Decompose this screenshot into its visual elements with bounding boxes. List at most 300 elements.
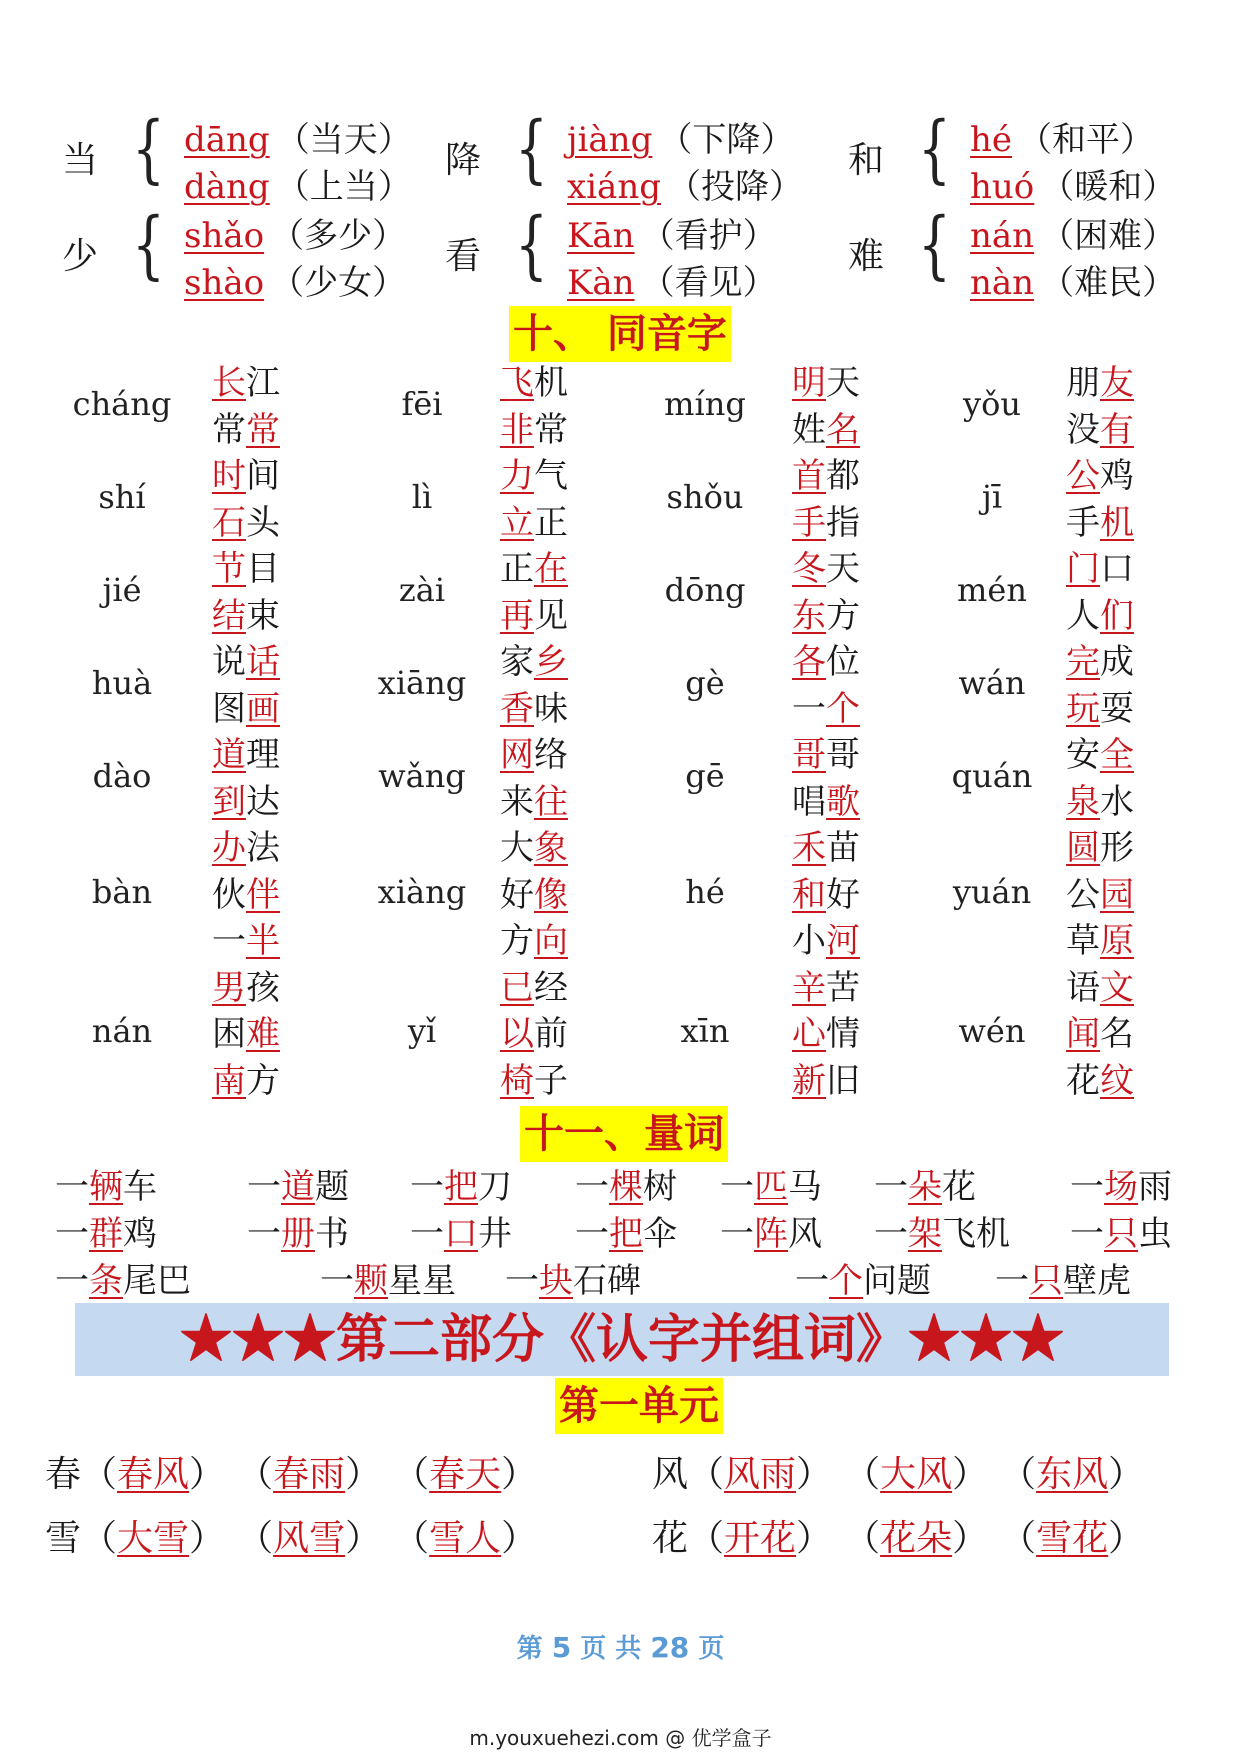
homophone-pinyin: yǐ [407, 1012, 437, 1051]
target-char: 画 [246, 688, 280, 729]
homophone-word [792, 779, 860, 825]
word-char: 草 [1066, 921, 1100, 961]
paren-open: （ [81, 1454, 118, 1495]
brace: { [132, 106, 165, 192]
target-char: 道 [212, 735, 246, 775]
homophone-word [212, 732, 280, 778]
homophone-word [1066, 825, 1134, 871]
brace: { [132, 202, 165, 288]
example-word: （投降） [666, 167, 803, 207]
example-word: （看见） [640, 263, 777, 303]
homophone-word [500, 639, 568, 685]
homophone-word [500, 546, 568, 592]
pinyin: hé [970, 120, 1013, 160]
homophone-pinyin: quán [951, 756, 1033, 795]
poly-reading [970, 208, 1176, 257]
phrase-part: 问题 [863, 1261, 931, 1301]
target-char: 椅 [500, 1060, 534, 1101]
part2-banner: ★★★第二部分《认字并组词》★★★ [75, 1303, 1169, 1376]
phrase-part: 井 [478, 1214, 512, 1254]
phrase-part: 一 [505, 1261, 539, 1301]
homophone-word [792, 732, 860, 778]
measure-word: 朵 [908, 1167, 942, 1207]
homophone-word [500, 1058, 568, 1104]
measure-phrase [874, 1206, 1010, 1255]
word-char: 耍 [1100, 688, 1134, 729]
target-char: 结 [212, 595, 246, 636]
homophone-pinyin: lì [411, 477, 433, 516]
phrase-part: 风 [788, 1214, 822, 1254]
homophone-pinyin: wén [958, 1012, 1026, 1051]
paren-open: （ [862, 1454, 881, 1495]
target-char: 飞 [500, 363, 534, 403]
homophone-pinyin: yǒu [963, 384, 1021, 423]
target-char: 完 [1066, 642, 1100, 682]
homophone-word [1066, 732, 1134, 778]
phrase-part: 一 [55, 1167, 89, 1207]
paren-open: （ [688, 1454, 725, 1495]
homophone-word [792, 500, 860, 546]
combo-word: 花朵 [880, 1518, 953, 1559]
homophone-word [500, 872, 568, 918]
homophone-word [500, 779, 568, 825]
word-char: 方 [500, 921, 534, 961]
page-footer: 第 5 页 共 28 页 [516, 1631, 725, 1664]
poly-char: 降 [445, 140, 482, 181]
target-char: 香 [500, 688, 534, 729]
measure-phrase [320, 1253, 456, 1302]
example-word: （多少） [270, 216, 407, 256]
homophone-pinyin: jī [981, 477, 1003, 516]
phrase-part: 书 [315, 1214, 349, 1254]
homophone-word [212, 1011, 280, 1057]
combo-row [45, 1510, 537, 1561]
homophone-pinyin: cháng [72, 384, 172, 423]
target-char: 园 [1100, 874, 1134, 915]
poly-reading [184, 159, 412, 208]
word-char: 见 [534, 595, 568, 636]
target-char: 个 [826, 688, 860, 729]
combo-char: 雪 [45, 1518, 82, 1559]
paren-close: ） [501, 1454, 538, 1495]
measure-phrase [720, 1206, 822, 1255]
homophone-word [792, 360, 860, 406]
word-char: 束 [246, 595, 280, 636]
target-char: 辛 [792, 967, 826, 1008]
word-char: 来 [500, 781, 534, 822]
example-word: （下降） [658, 120, 795, 160]
measure-word: 口 [444, 1214, 478, 1254]
homophone-pinyin: fēi [401, 384, 443, 423]
measure-word: 册 [281, 1214, 315, 1254]
homophone-word [212, 965, 280, 1011]
measure-word: 群 [89, 1214, 123, 1254]
phrase-part: 一 [874, 1167, 908, 1207]
target-char: 新 [792, 1060, 826, 1101]
phrase-part: 一 [55, 1214, 89, 1254]
paren-close: ） [1108, 1454, 1145, 1495]
measure-phrase [55, 1206, 157, 1255]
target-char: 冬 [792, 549, 826, 589]
homophone-word [212, 639, 280, 685]
paren-close: ） [345, 1454, 382, 1495]
word-char: 情 [826, 1014, 860, 1054]
homophone-pinyin: jié [102, 570, 142, 609]
word-char: 子 [534, 1060, 568, 1101]
section-heading-homophones: 十、 同音字 [509, 306, 731, 362]
combo-row [652, 1510, 1144, 1561]
homophone-word [500, 360, 568, 406]
phrase-part: 一 [720, 1167, 754, 1207]
word-char: 目 [246, 549, 280, 589]
measure-phrase [1070, 1159, 1172, 1208]
measure-word: 把 [444, 1167, 478, 1207]
example-word: （少女） [270, 263, 407, 303]
word-char: 方 [826, 595, 860, 636]
homophone-word [792, 1011, 860, 1057]
paren-open: （ [255, 1454, 274, 1495]
target-char: 玩 [1066, 688, 1100, 729]
homophone-word [500, 593, 568, 639]
pinyin: Kān [567, 216, 635, 256]
combo-word: 春天 [429, 1454, 502, 1495]
measure-phrase [575, 1206, 677, 1255]
word-char: 达 [246, 781, 280, 822]
poly-reading [970, 159, 1176, 208]
measure-phrase [505, 1253, 641, 1302]
word-char: 花 [1066, 1060, 1100, 1101]
pinyin: dāng [184, 120, 270, 160]
target-char: 心 [792, 1014, 826, 1054]
measure-phrase [575, 1159, 677, 1208]
combo-word: 东风 [1036, 1454, 1109, 1495]
word-char: 伙 [212, 874, 246, 915]
homophone-pinyin: dào [92, 756, 152, 795]
target-char: 像 [534, 874, 568, 915]
measure-word: 场 [1104, 1167, 1138, 1207]
paren-close: ） [952, 1454, 989, 1495]
pinyin: nán [970, 216, 1035, 256]
phrase-part: 一 [410, 1167, 444, 1207]
paren-close: ） [501, 1518, 538, 1559]
target-char: 禾 [792, 828, 826, 868]
example-word: （看护） [640, 216, 777, 256]
poly-reading [184, 208, 406, 257]
target-char: 男 [212, 967, 246, 1008]
measure-phrase [720, 1159, 822, 1208]
section-heading-measure-words: 十一、量词 [520, 1106, 728, 1162]
poly-reading [567, 255, 777, 304]
word-char: 鸡 [1100, 456, 1134, 496]
paren-open: （ [255, 1518, 274, 1559]
homophone-word [500, 500, 568, 546]
homophone-word [1066, 686, 1134, 732]
word-char: 江 [246, 363, 280, 403]
homophone-pinyin: zài [398, 570, 446, 609]
word-char: 经 [534, 967, 568, 1008]
homophone-word [212, 593, 280, 639]
phrase-part: 星星 [388, 1261, 456, 1301]
homophone-word [1066, 407, 1134, 453]
phrase-part: 一 [320, 1261, 354, 1301]
target-char: 全 [1100, 735, 1134, 775]
target-char: 向 [534, 921, 568, 961]
word-char: 常 [534, 409, 568, 450]
poly-char: 当 [62, 140, 99, 181]
target-char: 南 [212, 1060, 246, 1101]
homophone-word [500, 686, 568, 732]
homophone-pinyin: shǒu [666, 477, 744, 516]
word-char: 水 [1100, 781, 1134, 822]
example-word: （当天） [275, 120, 412, 160]
word-char: 苦 [826, 967, 860, 1008]
target-char: 纹 [1100, 1060, 1134, 1101]
target-char: 各 [792, 642, 826, 682]
pinyin: Kàn [567, 263, 635, 303]
phrase-part: 一 [720, 1214, 754, 1254]
paren-open: （ [81, 1518, 118, 1559]
word-char: 都 [826, 456, 860, 496]
target-char: 友 [1100, 363, 1134, 403]
target-char: 到 [212, 781, 246, 822]
homophone-word [500, 965, 568, 1011]
word-char: 间 [246, 456, 280, 496]
combo-word: 雪花 [1036, 1518, 1109, 1559]
measure-word: 辆 [89, 1167, 123, 1207]
brace: { [918, 106, 951, 192]
poly-reading [184, 112, 412, 161]
word-char: 大 [500, 828, 534, 868]
target-char: 在 [534, 549, 568, 589]
homophone-word [792, 453, 860, 499]
measure-word: 颗 [354, 1261, 388, 1301]
paren-close: ） [1108, 1518, 1145, 1559]
homophone-word [1066, 546, 1134, 592]
word-char: 理 [246, 735, 280, 775]
homophone-pinyin: wǎng [378, 756, 466, 795]
phrase-part: 一 [247, 1167, 281, 1207]
paren-close: ） [952, 1518, 989, 1559]
pinyin: shǎo [184, 216, 265, 256]
brace: { [515, 202, 548, 288]
target-char: 名 [826, 409, 860, 450]
phrase-part: 雨 [1138, 1167, 1172, 1207]
word-char: 说 [212, 642, 246, 682]
word-char: 常 [212, 409, 246, 450]
word-char: 机 [534, 363, 568, 403]
homophone-word [212, 918, 280, 964]
phrase-part: 一 [1070, 1167, 1104, 1207]
homophone-word [212, 407, 280, 453]
example-word: （困难） [1040, 216, 1177, 256]
measure-word: 块 [539, 1261, 573, 1301]
word-char: 指 [826, 502, 860, 543]
combo-word: 春风 [117, 1454, 190, 1495]
homophone-word [212, 546, 280, 592]
homophone-word [1066, 500, 1134, 546]
phrase-part: 一 [575, 1167, 609, 1207]
phrase-part: 一 [410, 1214, 444, 1254]
paren-open: （ [1018, 1518, 1037, 1559]
measure-phrase [795, 1253, 931, 1302]
measure-phrase [410, 1206, 512, 1255]
target-char: 首 [792, 456, 826, 496]
target-char: 长 [212, 363, 246, 403]
word-char: 没 [1066, 409, 1100, 450]
homophone-word [792, 965, 860, 1011]
word-char: 法 [246, 828, 280, 868]
word-char: 成 [1100, 642, 1134, 682]
target-char: 往 [534, 781, 568, 822]
word-char: 头 [246, 502, 280, 543]
target-char: 伴 [246, 874, 280, 915]
measure-word: 道 [281, 1167, 315, 1207]
word-char: 唱 [792, 781, 826, 822]
word-char: 一 [792, 688, 826, 729]
phrase-part: 刀 [478, 1167, 512, 1207]
paren-open: （ [411, 1454, 430, 1495]
target-char: 网 [500, 735, 534, 775]
word-char: 苗 [826, 828, 860, 868]
poly-char: 看 [445, 236, 482, 277]
combo-word: 雪人 [429, 1518, 502, 1559]
phrase-part: 题 [315, 1167, 349, 1207]
phrase-part: 飞机 [942, 1214, 1010, 1254]
homophone-pinyin: hé [685, 872, 725, 911]
paren-open: （ [688, 1518, 725, 1559]
homophone-word [1066, 965, 1134, 1011]
homophone-word [792, 872, 860, 918]
phrase-part: 一 [575, 1214, 609, 1254]
paren-close: ） [189, 1454, 226, 1495]
homophone-pinyin: dōng [664, 570, 746, 609]
word-char: 朋 [1066, 363, 1100, 403]
target-char: 话 [246, 642, 280, 682]
word-char: 手 [1066, 502, 1100, 543]
phrase-part: 虫 [1138, 1214, 1172, 1254]
homophone-word [212, 453, 280, 499]
pinyin: shào [184, 263, 265, 303]
combo-row [45, 1446, 537, 1497]
word-char: 位 [826, 642, 860, 682]
poly-char: 和 [848, 140, 885, 181]
homophone-word [1066, 1058, 1134, 1104]
measure-word: 个 [829, 1261, 863, 1301]
pinyin: nàn [970, 263, 1035, 303]
phrase-part: 石碑 [573, 1261, 641, 1301]
brace: { [918, 202, 951, 288]
word-char: 味 [534, 688, 568, 729]
combo-char: 花 [652, 1518, 689, 1559]
homophone-word [792, 918, 860, 964]
paren-close: ） [189, 1518, 226, 1559]
poly-reading [567, 112, 794, 161]
phrase-part: 一 [247, 1214, 281, 1254]
poly-reading [567, 208, 777, 257]
phrase-part: 一 [995, 1261, 1029, 1301]
homophone-word [792, 546, 860, 592]
measure-word: 把 [609, 1214, 643, 1254]
target-char: 机 [1100, 502, 1134, 543]
target-char: 歌 [826, 781, 860, 822]
target-char: 石 [212, 502, 246, 543]
phrase-part: 壁虎 [1063, 1261, 1131, 1301]
target-char: 闻 [1066, 1014, 1100, 1054]
target-char: 难 [246, 1014, 280, 1054]
target-char: 半 [246, 921, 280, 961]
target-char: 和 [792, 874, 826, 915]
combo-word: 春雨 [273, 1454, 346, 1495]
word-char: 小 [792, 921, 826, 961]
word-char: 哥 [826, 735, 860, 775]
paren-open: （ [1018, 1454, 1037, 1495]
word-char: 困 [212, 1014, 246, 1054]
homophone-pinyin: shí [98, 477, 146, 516]
target-char: 时 [212, 456, 246, 496]
homophone-word [792, 825, 860, 871]
homophone-word [1066, 360, 1134, 406]
measure-phrase [1070, 1206, 1172, 1255]
target-char: 有 [1100, 409, 1134, 450]
measure-word: 棵 [609, 1167, 643, 1207]
paren-close: ） [796, 1518, 833, 1559]
poly-char: 难 [848, 236, 885, 277]
word-char: 孩 [246, 967, 280, 1008]
homophone-word [500, 407, 568, 453]
homophone-word [1066, 779, 1134, 825]
homophone-word [500, 825, 568, 871]
pinyin: dàng [184, 167, 270, 207]
poly-reading [970, 112, 1154, 161]
poly-reading [184, 255, 406, 304]
homophone-word [1066, 872, 1134, 918]
word-char: 口 [1100, 549, 1134, 589]
combo-word: 大风 [880, 1454, 953, 1495]
poly-reading [567, 159, 803, 208]
homophone-word [500, 1011, 568, 1057]
word-char: 旧 [826, 1060, 860, 1101]
target-char: 们 [1100, 595, 1134, 636]
word-char: 图 [212, 688, 246, 729]
target-char: 原 [1100, 921, 1134, 961]
measure-phrase [995, 1253, 1131, 1302]
homophone-word [1066, 639, 1134, 685]
homophone-pinyin: mén [957, 570, 1027, 609]
example-word: （暖和） [1040, 167, 1177, 207]
homophone-word [792, 1058, 860, 1104]
target-char: 已 [500, 967, 534, 1008]
homophone-pinyin: xiàng [377, 872, 467, 911]
word-char: 正 [534, 502, 568, 543]
example-word: （上当） [275, 167, 412, 207]
word-char: 人 [1066, 595, 1100, 636]
homophone-word [212, 500, 280, 546]
example-word: （和平） [1018, 120, 1155, 160]
phrase-part: 一 [55, 1261, 89, 1301]
measure-phrase [874, 1159, 976, 1208]
homophone-word [500, 453, 568, 499]
phrase-part: 树 [643, 1167, 677, 1207]
site-watermark: m.youxuehezi.com @ 优学盒子 [469, 1726, 772, 1750]
word-char: 形 [1100, 828, 1134, 868]
paren-close: ） [796, 1454, 833, 1495]
combo-word: 风雪 [273, 1518, 346, 1559]
measure-word: 匹 [754, 1167, 788, 1207]
target-char: 泉 [1066, 781, 1100, 822]
example-word: （难民） [1040, 263, 1177, 303]
word-char: 方 [246, 1060, 280, 1101]
target-char: 圆 [1066, 828, 1100, 868]
